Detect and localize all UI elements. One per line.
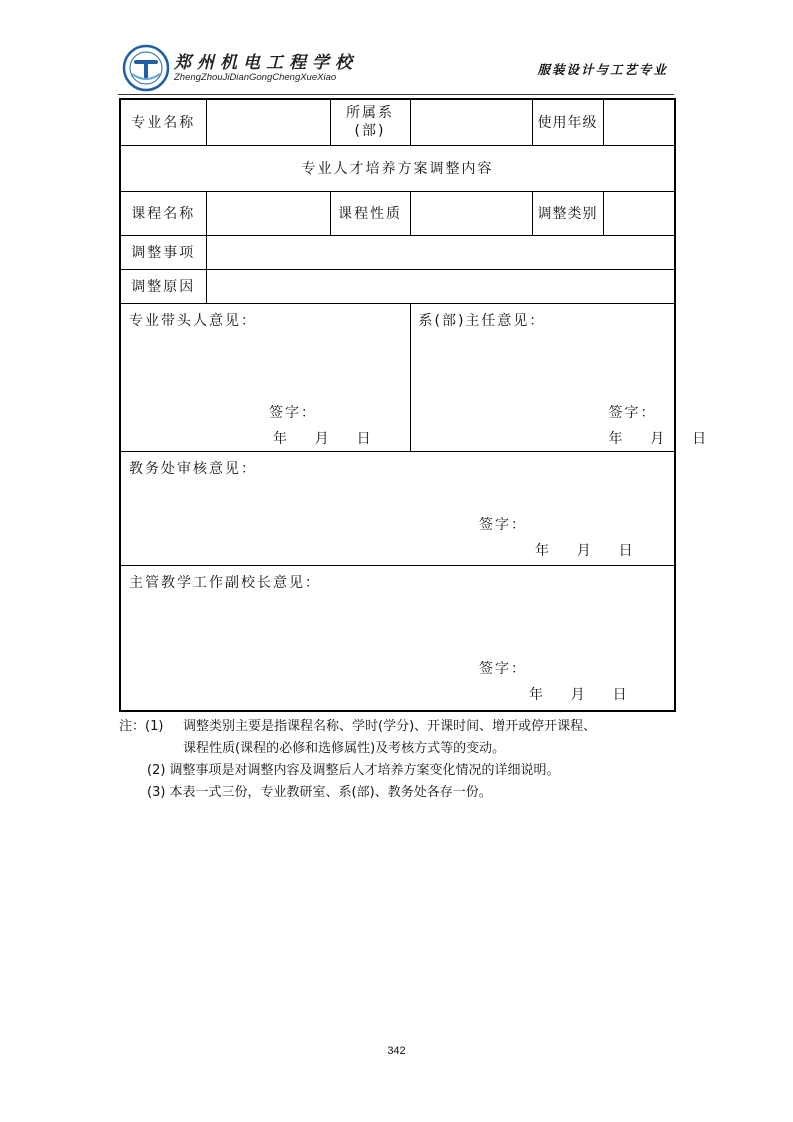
adjust-items-label: 调整事项	[120, 235, 206, 269]
adjust-reason-label: 调整原因	[120, 269, 206, 303]
vice-principal-opinion-box[interactable]	[120, 565, 675, 711]
adjust-type-label: 调整类别	[532, 191, 603, 235]
school-name-en: ZhengZhouJiDianGongChengXueXiao	[174, 72, 337, 83]
adjust-items-field[interactable]	[206, 235, 675, 269]
note-1: 注：(1) 调整类别主要是指课程名称、学时(学分)、开课时间、增开或停开课程、	[119, 716, 689, 738]
major-name-label: 专业名称	[120, 99, 206, 145]
leader-opinion-box[interactable]	[120, 303, 410, 451]
director-opinion-box[interactable]	[410, 303, 709, 451]
vice-principal-sign-label: 签字：	[479, 660, 527, 677]
director-opinion-label: 系(部)主任意见：	[418, 312, 546, 329]
leader-opinion-label: 专业带头人意见：	[129, 312, 257, 329]
note-1-continued: 课程性质(课程的必修和选修属性)及考核方式等的变动。	[183, 741, 506, 756]
vice-principal-opinion-label: 主管教学工作副校长意见：	[129, 574, 321, 591]
department-name: 服装设计与工艺专业	[537, 62, 668, 77]
leader-sign-label: 签字：	[269, 404, 317, 421]
page-header	[120, 40, 680, 98]
notes-section	[119, 716, 689, 804]
header-divider	[118, 94, 674, 95]
affairs-date-label: 年 月 日	[535, 542, 635, 559]
section-title: 专业人才培养方案调整内容	[120, 145, 675, 191]
adjust-type-field[interactable]	[603, 191, 675, 235]
director-sign-label: 签字：	[608, 404, 657, 421]
vice-principal-date-label: 年 月 日	[529, 686, 629, 703]
department-field[interactable]	[410, 99, 532, 145]
course-nature-label: 课程性质	[330, 191, 410, 235]
affairs-sign-label: 签字：	[479, 516, 527, 533]
note-2: (2) 调整事项是对调整内容及调整后人才培养方案变化情况的详细说明。	[147, 763, 560, 778]
page-number: 342	[387, 1045, 406, 1057]
major-name-field[interactable]	[206, 99, 330, 145]
note-3: (3) 本表一式三份，专业教研室、系(部)、教务处各存一份。	[147, 785, 492, 800]
grade-label: 使用年级	[532, 99, 603, 145]
school-name-cn: 郑州机电工程学校	[174, 53, 358, 73]
school-logo-icon	[122, 44, 170, 92]
course-nature-field[interactable]	[410, 191, 532, 235]
course-name-field[interactable]	[206, 191, 330, 235]
grade-field[interactable]	[603, 99, 675, 145]
notes-prefix: 注：(1)	[119, 719, 164, 734]
affairs-opinion-label: 教务处审核意见：	[129, 460, 257, 477]
leader-date-label: 年 月 日	[273, 430, 373, 447]
adjust-reason-field[interactable]	[206, 269, 675, 303]
course-name-label: 课程名称	[120, 191, 206, 235]
department-label: 所属系 (部)	[330, 99, 410, 145]
director-date-label: 年 月 日	[608, 430, 709, 447]
adjustment-form-table	[119, 98, 709, 712]
affairs-opinion-box[interactable]	[120, 451, 675, 565]
